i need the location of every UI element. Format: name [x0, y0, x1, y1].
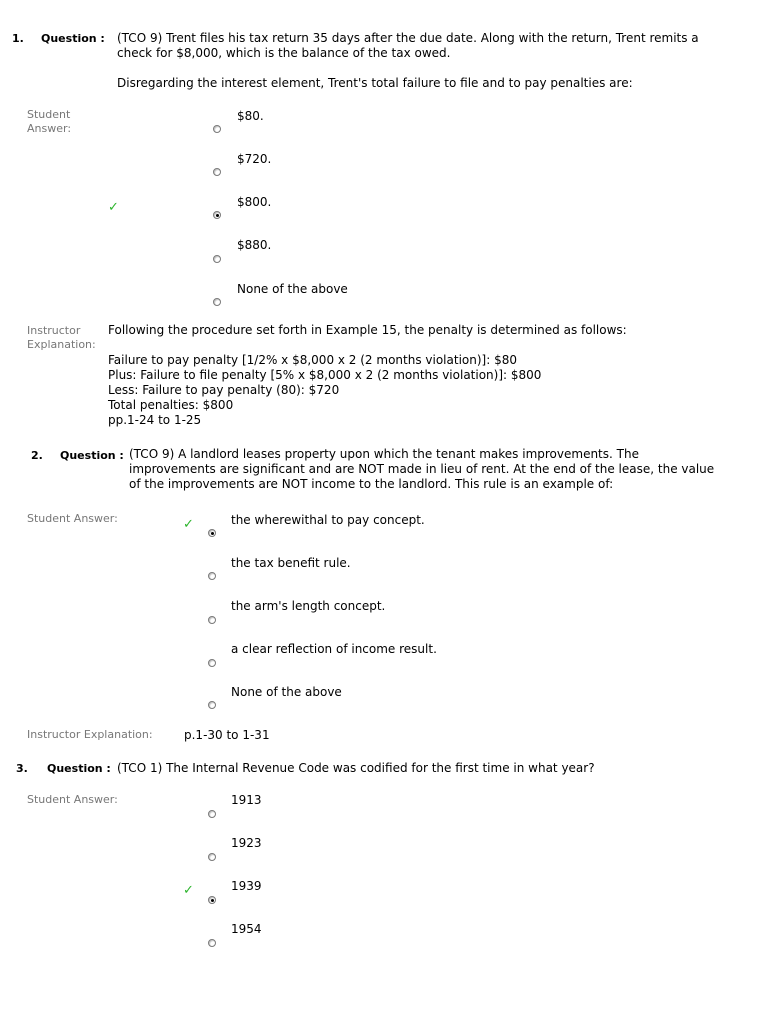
option-label: $80. [237, 109, 264, 123]
option-radio[interactable] [208, 701, 216, 709]
question-subtext: Disregarding the interest element, Trent's total failure to file and to pay penalties are: [117, 76, 633, 90]
question-label: Question : [47, 762, 111, 775]
option-label: the wherewithal to pay concept. [231, 513, 425, 527]
question-text: (TCO 9) A landlord leases property upon which the tenant makes improvements. The improvements are significant and are NOT made in lieu of rent. At the end of the lease, the value of the improvements are NOT income to the landlord. This rule is an example of: [129, 447, 715, 491]
student-answer-label: Student Answer: [27, 108, 72, 135]
explanation-text: p.1-30 to 1-31 [184, 728, 270, 742]
option-radio[interactable] [208, 616, 216, 624]
option-radio[interactable] [213, 125, 221, 133]
option-radio[interactable] [208, 853, 216, 861]
question-label: Question : [60, 449, 124, 462]
option-radio[interactable] [208, 810, 216, 818]
option-label: $880. [237, 238, 272, 252]
option-label: $720. [237, 152, 272, 166]
correct-check-icon: ✓ [183, 517, 194, 532]
option-label: None of the above [231, 685, 342, 699]
instructor-explanation-label: Instructor Explanation: [27, 728, 153, 741]
question-number: 3. [16, 762, 28, 775]
explanation-line: Plus: Failure to file penalty [5% x $8,000 x 2 (2 months violation)]: $800 [108, 368, 542, 382]
option-radio[interactable] [213, 168, 221, 176]
explanation-line: Total penalties: $800 [108, 398, 234, 412]
question-text: (TCO 1) The Internal Revenue Code was codified for the first time in what year? [117, 761, 595, 775]
question-label: Question : [41, 32, 105, 45]
option-label: the arm's length concept. [231, 599, 386, 613]
explanation-line: pp.1-24 to 1-25 [108, 413, 202, 427]
option-label: 1939 [231, 879, 262, 893]
option-radio-selected[interactable] [208, 529, 216, 537]
option-label: 1954 [231, 922, 262, 936]
question-number: 2. [31, 449, 43, 462]
instructor-explanation-label: Instructor Explanation: [27, 324, 96, 351]
option-label: a clear reflection of income result. [231, 642, 437, 656]
option-radio[interactable] [208, 572, 216, 580]
option-radio[interactable] [208, 939, 216, 947]
explanation-line: Following the procedure set forth in Example 15, the penalty is determined as follows: [108, 323, 627, 337]
explanation-line: Less: Failure to pay penalty (80): $720 [108, 383, 340, 397]
option-label: 1923 [231, 836, 262, 850]
correct-check-icon: ✓ [183, 883, 194, 898]
option-label: the tax benefit rule. [231, 556, 351, 570]
student-answer-label: Student Answer: [27, 512, 118, 525]
correct-check-icon: ✓ [108, 200, 119, 215]
option-label: $800. [237, 195, 272, 209]
question-number: 1. [12, 32, 24, 45]
option-radio-selected[interactable] [213, 211, 221, 219]
option-label: None of the above [237, 282, 348, 296]
option-radio-selected[interactable] [208, 896, 216, 904]
option-label: 1913 [231, 793, 262, 807]
question-text: (TCO 9) Trent files his tax return 35 days after the due date. Along with the return, Trent remits a check for $8,000, which is the balance of the tax owed. [117, 31, 699, 60]
option-radio[interactable] [208, 659, 216, 667]
student-answer-label: Student Answer: [27, 793, 118, 806]
explanation-line: Failure to pay penalty [1/2% x $8,000 x 2 (2 months violation)]: $80 [108, 353, 517, 367]
option-radio[interactable] [213, 255, 221, 263]
option-radio[interactable] [213, 298, 221, 306]
